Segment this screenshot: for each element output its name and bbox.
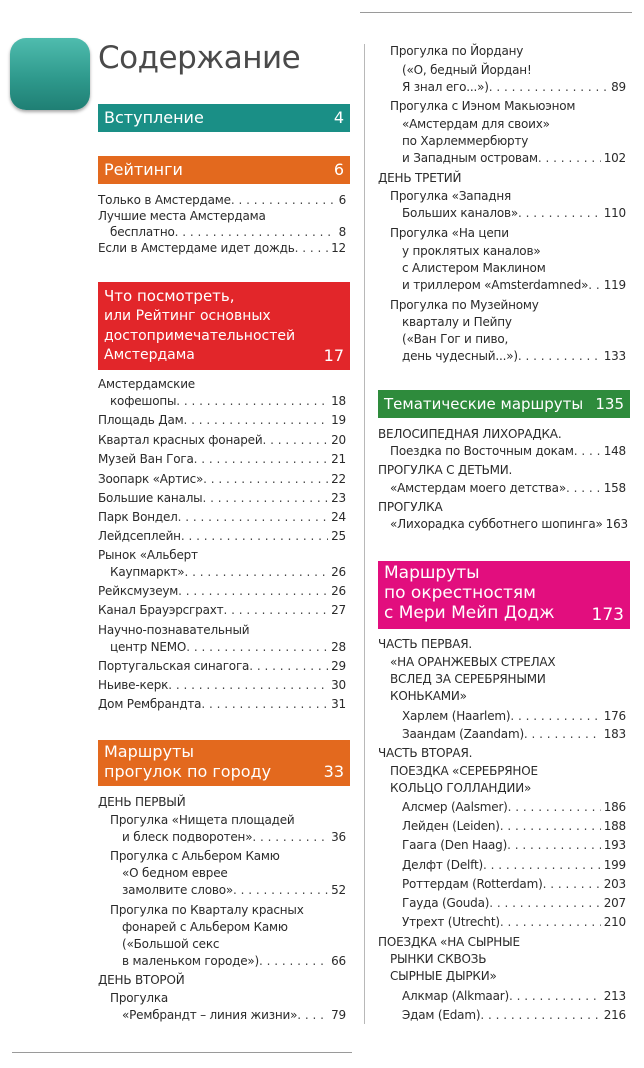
chapter-tab-icon: [10, 38, 90, 110]
toc-entry[interactable]: «Рембрандт – линия жизни» . . . 79: [122, 1007, 346, 1024]
section-thematic[interactable]: [378, 390, 630, 418]
section-sights-page: 17: [323, 346, 344, 365]
section-around-line: Маршруты: [384, 563, 480, 583]
toc-entry[interactable]: Научно-познавательный: [98, 623, 250, 637]
section-walks[interactable]: [98, 740, 350, 786]
toc-entry[interactable]: кварталу и Пейпу: [402, 315, 512, 329]
toc-entry[interactable]: Канал Брауэрсграхт . . . 27: [98, 602, 346, 619]
section-around-page: 173: [591, 605, 624, 625]
toc-entry[interactable]: замолвите слово» . . . 52: [122, 882, 346, 899]
toc-entry[interactable]: Прогулка с Иэном Макьюэном: [390, 99, 576, 113]
toc-entry[interactable]: Я знал его...») . . . 89: [402, 79, 626, 96]
section-intro-label: Вступление: [104, 108, 204, 127]
toc-entry[interactable]: Лейден (Leiden) . . . 188: [402, 818, 626, 835]
column-divider: [364, 44, 365, 1024]
subsection-heading: РЫНКИ СКВОЗЬ: [390, 952, 487, 966]
toc-entry[interactable]: кофешопы . . . 18: [110, 393, 346, 410]
toc-entry[interactable]: Прогулка по Музейному: [390, 298, 539, 312]
section-thematic-page: 135: [595, 395, 624, 413]
section-intro[interactable]: [98, 104, 350, 132]
toc-entry[interactable]: с Алистером Маклином: [402, 261, 546, 275]
section-ratings[interactable]: [98, 156, 350, 184]
toc-entry[interactable]: Прогулка «На цепи: [390, 226, 509, 240]
toc-entry[interactable]: Только в Амстердаме . . . 6: [98, 192, 346, 209]
section-sights-line: Амстердама: [104, 347, 195, 363]
toc-entry[interactable]: у проклятых каналов»: [402, 244, 541, 258]
section-around[interactable]: [378, 561, 630, 629]
section-sights-line: Что посмотреть,: [104, 287, 235, 305]
subsection-heading: ВЕЛОСИПЕДНАЯ ЛИХОРАДКА.: [378, 427, 562, 441]
subsection-heading: ЧАСТЬ ВТОРАЯ.: [378, 746, 473, 760]
section-ratings-label: Рейтинги: [104, 160, 183, 179]
section-walks-page: 33: [323, 762, 344, 781]
toc-entry[interactable]: Прогулка «Западня: [390, 189, 512, 203]
toc-entry[interactable]: Прогулка по Йордану: [390, 44, 524, 58]
toc-entry[interactable]: Зоопарк «Артис» . . . 22: [98, 471, 346, 488]
toc-entry[interactable]: Лучшие места Амстердама: [98, 209, 266, 223]
toc-entry[interactable]: Парк Вондел . . . 24: [98, 509, 346, 526]
toc-entry[interactable]: Гаага (Den Haag) . . . 193: [402, 837, 626, 854]
section-walks-line: Маршруты: [104, 742, 194, 761]
toc-entry[interactable]: Музей Ван Гога . . . 21: [98, 451, 346, 468]
section-walks-line: прогулок по городу: [104, 762, 272, 781]
section-sights-line: достопримечательностей: [104, 328, 296, 344]
toc-entry[interactable]: Квартал красных фонарей . . . 20: [98, 432, 346, 449]
toc-entry[interactable]: центр NEMO . . . 28: [110, 639, 346, 656]
toc-entry[interactable]: Большие каналы . . . 23: [98, 490, 346, 507]
toc-entry[interactable]: Эдам (Edam) . . . 216: [402, 1007, 626, 1024]
day-heading: ДЕНЬ ТРЕТИЙ: [378, 171, 462, 185]
toc-entry[interactable]: Роттердам (Rotterdam) . . . 203: [402, 876, 626, 893]
toc-entry[interactable]: в маленьком городе») . . . 66: [122, 953, 346, 970]
toc-entry[interactable]: Больших каналов» . . . 110: [402, 205, 626, 222]
subsection-heading: ЧАСТЬ ПЕРВАЯ.: [378, 637, 473, 651]
toc-entry[interactable]: Гауда (Gouda) . . . 207: [402, 895, 626, 912]
section-thematic-label: Тематические маршруты: [384, 395, 584, 413]
section-sights-line: или Рейтинг основных: [104, 308, 271, 324]
toc-entry[interactable]: Если в Амстердаме идет дождь . . . 12: [98, 240, 346, 257]
section-intro-page: 4: [333, 108, 344, 127]
subsection-heading: СЫРНЫЕ ДЫРКИ»: [390, 969, 497, 983]
toc-entry[interactable]: Рынок «Альберт: [98, 548, 198, 562]
toc-entry[interactable]: («Большой секс: [122, 937, 220, 951]
toc-entry[interactable]: «Лихорадка субботнего шопинга» 163: [390, 517, 628, 531]
toc-entry[interactable]: и блеск подворотен» . . . 36: [122, 829, 346, 846]
toc-entry[interactable]: Португальская синагога . . . 29: [98, 658, 346, 675]
page-title: Содержание: [98, 40, 301, 76]
toc-entry[interactable]: Прогулка по Кварталу красных: [110, 903, 304, 917]
subsection-heading: «НА ОРАНЖЕВЫХ СТРЕЛАХ: [390, 655, 556, 669]
toc-entry[interactable]: Прогулка «Нищета площадей: [110, 813, 295, 827]
toc-entry[interactable]: «Амстердам моего детства» . . . 158: [390, 480, 626, 497]
toc-entry[interactable]: «О бедном еврее: [122, 866, 228, 880]
toc-entry[interactable]: и триллером «Amsterdamned» . . . 119: [402, 277, 626, 294]
subsection-heading: КОЛЬЦО ГОЛЛАНДИИ»: [390, 781, 532, 795]
toc-entry[interactable]: Утрехт (Utrecht) . . . 210: [402, 914, 626, 931]
toc-entry[interactable]: Площадь Дам . . . 19: [98, 412, 346, 429]
section-around-line: с Мери Мейп Додж: [384, 603, 555, 623]
toc-entry[interactable]: Алкмар (Alkmaar) . . . 213: [402, 988, 626, 1005]
subsection-heading: ПРОГУЛКА С ДЕТЬМИ.: [378, 463, 513, 477]
toc-entry[interactable]: день чудесный...») . . . 133: [402, 348, 626, 365]
section-around-line: по окрестностям: [384, 583, 536, 603]
toc-entry[interactable]: и Западным островам . . . 102: [402, 150, 626, 167]
toc-entry[interactable]: Заандам (Zaandam) . . . 183: [402, 726, 626, 743]
toc-entry[interactable]: Каупмаркт» . . . 26: [110, 564, 346, 581]
subsection-heading: ПОЕЗДКА «СЕРЕБРЯНОЕ: [390, 764, 538, 778]
toc-entry[interactable]: по Харлеммербюрту: [402, 134, 529, 148]
top-rule: [360, 12, 632, 13]
toc-entry[interactable]: Рейксмузеум . . . 26: [98, 583, 346, 600]
toc-entry[interactable]: («Ван Гог и пиво,: [402, 332, 509, 346]
subsection-heading: ПРОГУЛКА: [378, 500, 443, 514]
subsection-heading: КОНЬКАМИ»: [390, 689, 467, 703]
toc-entry[interactable]: фонарей с Альбером Камю: [122, 920, 288, 934]
toc-entry[interactable]: Алсмер (Aalsmer) . . . 186: [402, 799, 626, 816]
section-sights[interactable]: [98, 282, 350, 370]
bottom-rule: [12, 1052, 352, 1053]
toc-entry[interactable]: («О, бедный Йордан!: [402, 63, 532, 77]
toc-entry[interactable]: Ньиве-керк . . . 30: [98, 677, 346, 694]
subsection-heading: ВСЛЕД ЗА СЕРЕБРЯНЫМИ: [390, 672, 546, 686]
toc-entry[interactable]: Прогулка с Альбером Камю: [110, 849, 280, 863]
toc-entry[interactable]: Амстердамские: [98, 377, 195, 391]
toc-entry[interactable]: Лейдсеплейн . . . 25: [98, 528, 346, 545]
toc-entry[interactable]: Поездка по Восточным докам . . . 148: [390, 443, 626, 460]
toc-entry[interactable]: Делфт (Delft) . . . 199: [402, 857, 626, 874]
toc-entry[interactable]: Прогулка: [110, 991, 169, 1005]
section-ratings-page: 6: [333, 160, 344, 179]
toc-entry[interactable]: бесплатно . . . 8: [110, 224, 346, 241]
toc-entry[interactable]: Харлем (Haarlem) . . . 176: [402, 708, 626, 725]
toc-entry[interactable]: Дом Рембрандта . . . 31: [98, 696, 346, 713]
toc-entry[interactable]: «Амстердам для своих»: [402, 117, 550, 131]
subsection-heading: ПОЕЗДКА «НА СЫРНЫЕ: [378, 935, 520, 949]
day-heading: ДЕНЬ ВТОРОЙ: [98, 973, 185, 987]
day-heading: ДЕНЬ ПЕРВЫЙ: [98, 795, 186, 809]
